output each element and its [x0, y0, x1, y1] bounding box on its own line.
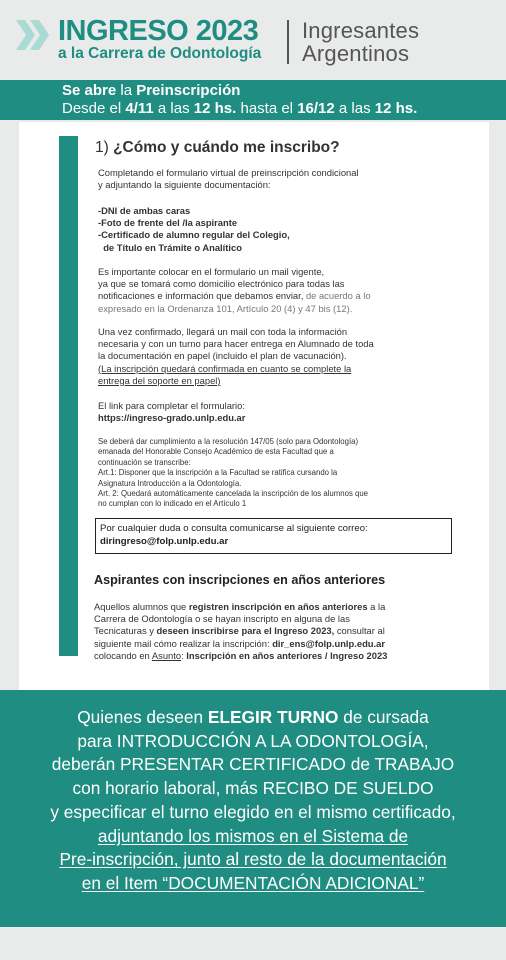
section-heading: 1) ¿Cómo y cuándo me inscribo? [95, 139, 340, 156]
documents-list [98, 205, 450, 254]
form-link-block: El link para completar el formulario: https://ingreso-grado.unlp.edu.ar [98, 400, 450, 424]
dir-ens-email[interactable]: dir_ens@folp.unlp.edu.ar [272, 637, 386, 649]
contact-email[interactable]: diringreso@folp.unlp.edu.ar [100, 536, 229, 547]
list-item: -Certificado de alumno regular del Colegio, [98, 229, 290, 241]
previous-applicants-heading: Aspirantes con inscripciones en años anteriores [94, 573, 386, 587]
header [0, 0, 506, 80]
banner-line2: Desde el 4/11 a las 12 hs. hasta el 16/12 a las 12 hs. [62, 100, 418, 117]
page-subtitle: a la Carrera de Odontología [58, 45, 262, 62]
header-side-line2: Argentinos [302, 41, 410, 66]
intro-paragraph: Completando el formulario virtual de preinscripción condicional y adjuntando la siguiente documentación: [98, 167, 359, 191]
contact-box: Por cualquier duda o consulta comunicarse al siguiente correo: diringreso@folp.unlp.edu.ar [95, 518, 452, 554]
content-card [19, 122, 489, 690]
resolution-paragraph: Se deberá dar cumplimiento a la resolución 147/05 (solo para Odontología) emanada del Honorable Consejo Académico de esta Facultad que a continuación se transcribe: Art.1: Disponer que la inscripción a la Facultad se ratifica cursando la Asignatura Introducción a la Odontología. Art. 2: Quedará automáticamente cancelada la inscripción de los alumnos que no cumplan con lo indicado en el Artículo 1 [98, 437, 369, 509]
accent-bar [59, 136, 78, 656]
mail-paragraph: Es importante colocar en el formulario un mail vigente, ya que se tomará como domicilio electrónico para todas las notificaciones e información que debamos enviar, de acuerdo a lo expresado en la Ordenanza 101, Artículo 20 (4) y 47 bis (12). [98, 266, 371, 314]
list-item: -DNI de ambas caras [98, 205, 191, 216]
notice-line: Quienes deseen ELEGIR TURNO de cursada [77, 707, 429, 727]
page-title: INGRESO 2023 [58, 15, 259, 47]
notice-line: deberán PRESENTAR CERTIFICADO de TRABAJO [51, 754, 455, 775]
header-divider [287, 20, 289, 64]
confirmation-paragraph: Una vez confirmado, llegará un mail con toda la información necesaria y con un turno para hacer entrega en Alumnado de toda la documentación en papel (incluido el plan de vacunación). (La inscripción quedará confirmada en cuanto se complete la entrega del soporte en papel) [98, 326, 374, 386]
notice-line: y especificar el turno elegido en el mismo certificado, [50, 801, 456, 822]
notice-line: en el Item “DOCUMENTACIÓN ADICIONAL” [81, 872, 425, 893]
notice-line: adjuntando los mismos en el Sistema de [97, 825, 409, 846]
banner-line1: Se abre la Preinscripción [62, 82, 241, 99]
footer-strip [0, 927, 506, 960]
dates-banner [0, 80, 506, 120]
list-item: de Título en Trámite o Analítico [98, 241, 242, 253]
notice-line: con horario laboral, más RECIBO DE SUELDO [72, 778, 434, 799]
notice-line: Pre-inscripción, junto al resto de la documentación [59, 849, 447, 870]
shift-selection-notice [0, 690, 506, 927]
previous-applicants-paragraph: Aquellos alumnos que registren inscripción en años anteriores a la Carrera de Odontología o se hayan inscripto en alguna de las Tecnicaturas y deseen inscribirse para el Ingreso 2023, consultar al siguiente mail cómo realizar la inscripción: dir_ens@folp.unlp.edu.ar colocando en Asunto: Inscripción en años anteriores / Ingreso 2023 [94, 601, 388, 661]
double-chevron-icon [16, 20, 52, 50]
notice-line: para INTRODUCCIÓN A LA ODONTOLOGÍA, [77, 730, 429, 751]
header-side-line1: Ingresantes [302, 18, 420, 43]
list-item: -Foto de frente del /la aspirante [98, 217, 238, 229]
form-link[interactable]: https://ingreso-grado.unlp.edu.ar [98, 412, 246, 424]
